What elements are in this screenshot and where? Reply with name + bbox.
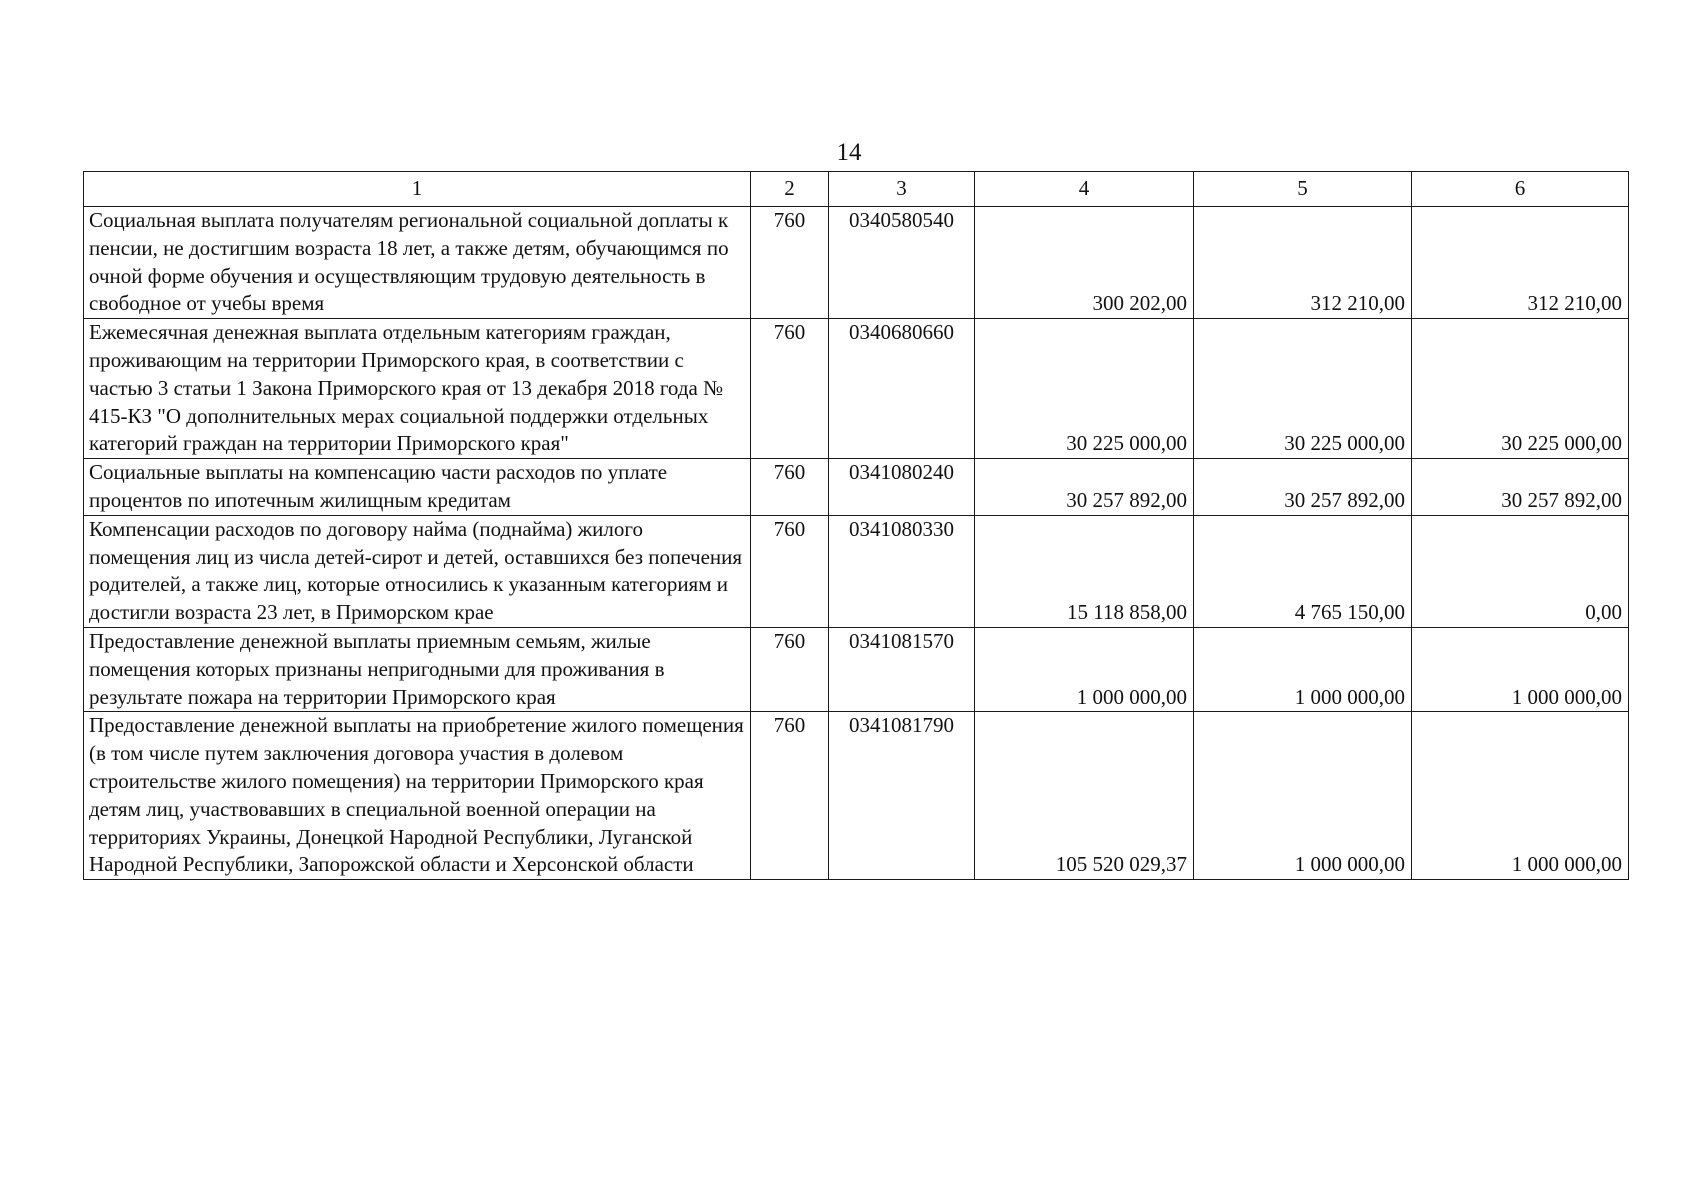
column-header-5: 5 xyxy=(1194,172,1412,207)
page-number: 14 xyxy=(836,139,862,166)
row-value-col5: 1 000 000,00 xyxy=(1194,627,1412,711)
row-value-col4: 1 000 000,00 xyxy=(975,627,1194,711)
row-value-col6: 1 000 000,00 xyxy=(1412,712,1629,880)
table-row xyxy=(84,627,1629,711)
row-name: Предоставление денежной выплаты приемным семьям, жилые помещения которых признаны непригодными для проживания в результате пожара на территории Приморского края xyxy=(84,627,751,711)
row-target-article: 0341080330 xyxy=(829,515,975,627)
row-target-article: 0341081570 xyxy=(829,627,975,711)
column-header-4: 4 xyxy=(975,172,1194,207)
row-name: Предоставление денежной выплаты на приобретение жилого помещения (в том числе путем заключения договора участия в долевом строительстве жилого помещения) на территории Приморского края детям лиц, участвовавших в специальной военной операции на территориях Украины, Донецкой Народной Республики, Луганской Народной Республики, Запорожской области и Херсонской области xyxy=(84,712,751,880)
column-header-3: 3 xyxy=(829,172,975,207)
row-value-col5: 4 765 150,00 xyxy=(1194,515,1412,627)
row-value-col5: 312 210,00 xyxy=(1194,207,1412,319)
table-row xyxy=(84,459,1629,516)
table-row xyxy=(84,712,1629,880)
table-row xyxy=(84,319,1629,459)
table-header-row xyxy=(84,172,1629,207)
row-value-col5: 1 000 000,00 xyxy=(1194,712,1412,880)
row-target-article: 0341081790 xyxy=(829,712,975,880)
row-value-col6: 1 000 000,00 xyxy=(1412,627,1629,711)
row-value-col4: 300 202,00 xyxy=(975,207,1194,319)
row-code: 760 xyxy=(751,627,829,711)
row-name: Социальные выплаты на компенсацию части расходов по уплате процентов по ипотечным жилищным кредитам xyxy=(84,459,751,516)
column-header-2: 2 xyxy=(751,172,829,207)
row-value-col5: 30 257 892,00 xyxy=(1194,459,1412,516)
column-header-6: 6 xyxy=(1412,172,1629,207)
row-value-col5: 30 225 000,00 xyxy=(1194,319,1412,459)
row-target-article: 0340580540 xyxy=(829,207,975,319)
row-value-col6: 0,00 xyxy=(1412,515,1629,627)
row-value-col6: 312 210,00 xyxy=(1412,207,1629,319)
row-value-col4: 105 520 029,37 xyxy=(975,712,1194,880)
row-code: 760 xyxy=(751,515,829,627)
row-value-col6: 30 257 892,00 xyxy=(1412,459,1629,516)
row-code: 760 xyxy=(751,319,829,459)
row-name: Компенсации расходов по договору найма (поднайма) жилого помещения лиц из числа детей-сирот и детей, оставшихся без попечения родителей, а также лиц, которые относились к указанным категориям и достигли возраста 23 лет, в Приморском крае xyxy=(84,515,751,627)
table-row xyxy=(84,207,1629,319)
row-name: Социальная выплата получателям региональной социальной доплаты к пенсии, не достигшим возраста 18 лет, а также детям, обучающимся по очной форме обучения и осуществляющим трудовую деятельность в свободное от учебы время xyxy=(84,207,751,319)
budget-table xyxy=(83,171,1629,880)
row-name: Ежемесячная денежная выплата отдельным категориям граждан, проживающим на территории Приморского края, в соответствии с частью 3 статьи 1 Закона Приморского края от 13 декабря 2018 года № 415-КЗ "О дополнительных мерах социальной поддержки отдельных категорий граждан на территории Приморского края" xyxy=(84,319,751,459)
row-value-col4: 30 225 000,00 xyxy=(975,319,1194,459)
row-code: 760 xyxy=(751,459,829,516)
row-code: 760 xyxy=(751,207,829,319)
row-target-article: 0341080240 xyxy=(829,459,975,516)
row-value-col6: 30 225 000,00 xyxy=(1412,319,1629,459)
row-code: 760 xyxy=(751,712,829,880)
row-target-article: 0340680660 xyxy=(829,319,975,459)
table-row xyxy=(84,515,1629,627)
row-value-col4: 15 118 858,00 xyxy=(975,515,1194,627)
row-value-col4: 30 257 892,00 xyxy=(975,459,1194,516)
column-header-1: 1 xyxy=(84,172,751,207)
